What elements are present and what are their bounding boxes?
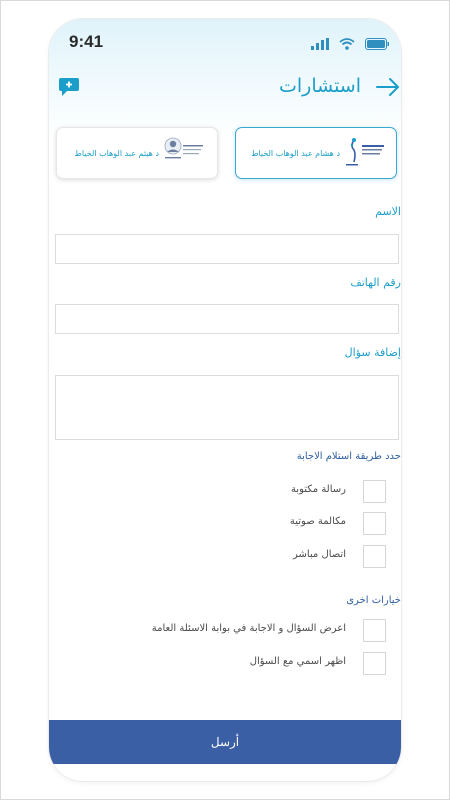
phone-label: رقم الهاتف: [350, 276, 401, 289]
phone-input[interactable]: [55, 304, 399, 334]
doctor-name: د هيثم عبد الوهاب الخياط: [74, 149, 159, 158]
option-direct-checkbox[interactable]: [363, 545, 386, 568]
doctor-card-selected[interactable]: [235, 127, 397, 179]
option-voice-checkbox[interactable]: [363, 512, 386, 535]
status-time: 9:41: [69, 32, 104, 51]
name-label: الاسم: [375, 205, 401, 218]
option-written-label: رسالة مكتوبة: [290, 484, 346, 495]
status-icons: [311, 35, 389, 49]
option-show-name-label: اظهر اسمي مع السؤال: [249, 656, 346, 667]
response-method-title: حدد طريقة استلام الاجابة: [296, 451, 401, 462]
battery-icon: [365, 35, 389, 54]
back-arrow-icon[interactable]: [375, 77, 401, 97]
question-textarea[interactable]: [55, 375, 399, 440]
option-voice-label: مكالمة صوتية: [289, 516, 346, 527]
option-public-checkbox[interactable]: [363, 619, 386, 642]
submit-button[interactable]: أرسل: [49, 720, 401, 764]
option-public-label: اعرض السؤال و الاجابة في بوابة الاسئلة العامة: [151, 623, 346, 634]
doctor-name: د هشام عبد الوهاب الخياط: [251, 149, 340, 158]
app-header: [49, 74, 401, 114]
option-show-name-checkbox[interactable]: [363, 652, 386, 675]
status-bar: [49, 19, 401, 69]
option-written-checkbox[interactable]: [363, 480, 386, 503]
option-direct-label: اتصال مباشر: [292, 549, 346, 560]
page-title: استشارات: [278, 75, 361, 97]
chat-add-icon[interactable]: [58, 76, 80, 98]
other-options-title: خيارات اخرى: [346, 595, 401, 606]
wifi-icon: [339, 35, 355, 54]
name-input[interactable]: [55, 234, 399, 264]
question-label: إضافة سؤال: [344, 346, 401, 359]
doctor-card[interactable]: [56, 127, 218, 179]
signal-icon: [311, 35, 329, 54]
phone-screen: [49, 19, 401, 781]
clinic-logo-icon: [163, 136, 207, 170]
clinic-logo-icon: [344, 136, 388, 170]
